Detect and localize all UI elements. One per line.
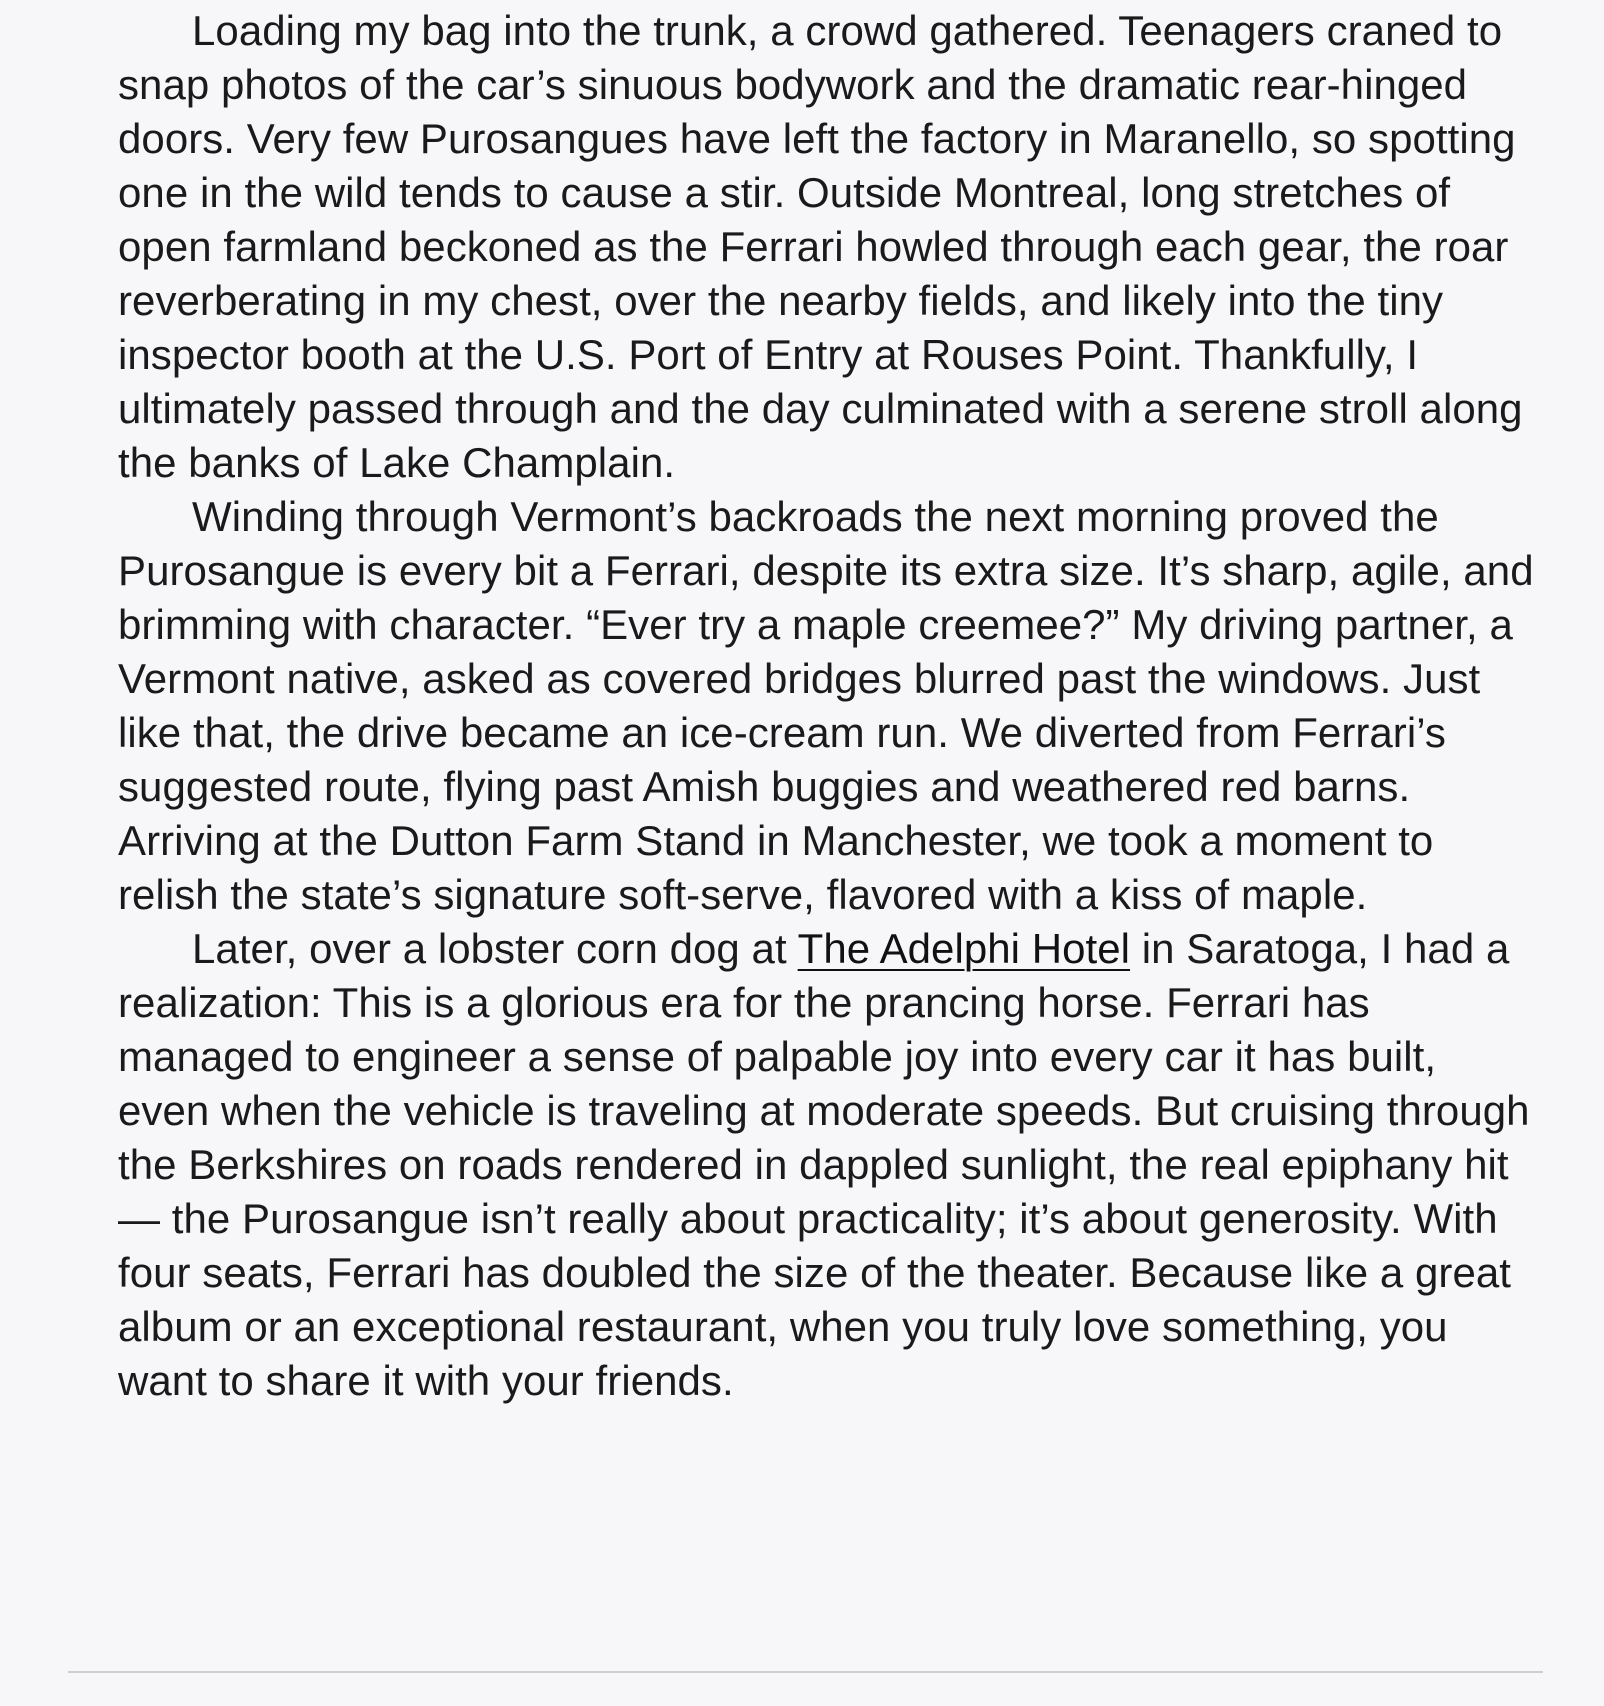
paragraph-text: Later, over a lobster corn dog at: [192, 925, 798, 972]
adelphi-hotel-link[interactable]: The Adelphi Hotel: [797, 925, 1131, 972]
section-divider: [68, 1671, 1543, 1673]
article-paragraph: Winding through Vermont’s backroads the next morning proved the Purosangue is every bit a Ferrari, despite its extra size. It’s sharp, agile, and brimming with character. “Ever try a maple creemee?” My driving partner, a Vermont native, asked as covered bridges blurred past the windows. Just like that, the drive became an ice-cream run. We diverted from Ferrari’s suggested route, flying past Amish buggies and weathered red barns. Arriving at the Dutton Farm Stand in Manchester, we took a moment to relish the state’s signature soft-serve, flavored with a kiss of maple.: [118, 493, 1534, 918]
article-body: [118, 4, 1538, 1408]
article-paragraph: [118, 922, 1538, 1408]
paragraph-text: in Saratoga, I had a realization: This is a glorious era for the prancing horse. Ferrari has managed to engineer a sense of palpable joy into every car it has built, even when the vehicle is traveling at moderate speeds. But cruising through the Berkshires on roads rendered in dappled sunlight, the real epiphany hit — the Purosangue isn’t really about practicality; it’s about generosity. With four seats, Ferrari has doubled the size of the theater. Because like a great album or an exceptional restaurant, when you truly love something, you want to share it with your friends.: [118, 925, 1530, 1404]
article-paragraph: Loading my bag into the trunk, a crowd gathered. Teenagers craned to snap photos of the car’s sinuous bodywork and the dramatic rear-hinged doors. Very few Purosangues have left the factory in Maranello, so spotting one in the wild tends to cause a stir. Outside Montreal, long stretches of open farmland beckoned as the Ferrari howled through each gear, the roar reverberating in my chest, over the nearby fields, and likely into the tiny inspector booth at the U.S. Port of Entry at Rouses Point. Thankfully, I ultimately passed through and the day culminated with a serene stroll along the banks of Lake Champlain.: [118, 7, 1523, 486]
